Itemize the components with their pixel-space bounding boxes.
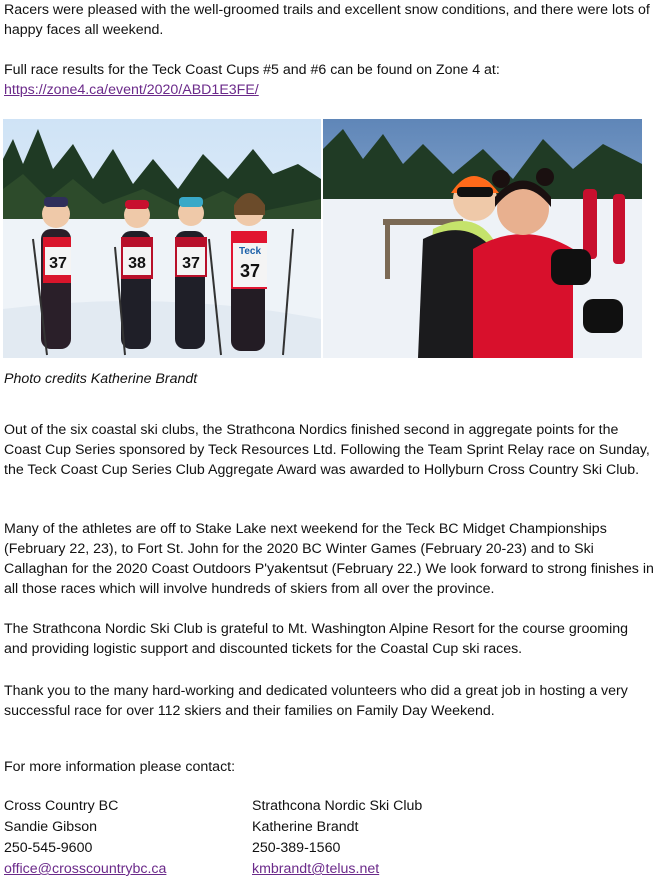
grateful-paragraph: The Strathcona Nordic Ski Club is grateful to Mt. Washington Alpine Resort for the course grooming and providing logistic support and discounted tickets for the Coastal Cup ski races. [4,621,629,657]
skier-4-bib: 37 [239,261,261,281]
photo-caption: Photo credits Katherine Brandt [4,371,198,387]
clubs-paragraph: Out of the six coastal ski clubs, the Strathcona Nordics finished second in aggregate points for the Coast Cup Series sponsored by Teck Resources Ltd. Following the Team Sprint Relay race on Sunday, the Teck Coast Cup Series Club Aggregate Award was awarded to Hollyburn Cross Country Ski Club. [4,422,650,478]
contact-email-link[interactable]: kmbrandt@telus.net [252,861,380,877]
thanks-paragraph: Thank you to the many hard-working and dedicated volunteers who did a great job in hosting a very successful race for over 112 skiers and their families on Family Day Weekend. [4,683,628,719]
results-paragraph [4,60,654,100]
skier-4-bib-brand: Teck [238,246,262,257]
contact-org: Cross Country BC [4,798,119,814]
young-skiers-image [3,119,321,358]
skier-1-bib: 37 [49,255,67,272]
results-link[interactable]: https://zone4.ca/event/2020/ABD1E3FE/ [4,82,259,98]
hugging-skiers-image [323,119,642,358]
contact-name: Sandie Gibson [4,819,98,835]
skier-3-bib: 37 [182,255,200,272]
skier-2-bib: 38 [128,255,146,272]
contact-phone: 250-389-1560 [252,840,341,856]
photo-hugging-skiers [323,119,642,358]
skier-1 [41,197,71,349]
athletes-paragraph: Many of the athletes are off to Stake Lake next weekend for the Teck BC Midget Championships (February 22, 23), to Fort St. John for the 2020 BC Winter Games (February 20-23) and to Ski Callaghan for the 2020 Coast Outdoors P'yakentsut (February 22.) We look forward to strong finishes in all those races which will involve hundreds of skiers from all over the province. [4,521,654,597]
contact-org: Strathcona Nordic Ski Club [252,798,423,814]
photo-young-skiers [3,119,321,358]
results-text: Full race results for the Teck Coast Cups #5 and #6 can be found on Zone 4 at: [4,62,500,78]
photo-row [3,119,642,358]
contact-phone: 250-545-9600 [4,840,93,856]
contact-intro: For more information please contact: [4,759,236,775]
intro-paragraph: Racers were pleased with the well-groomed trails and excellent snow conditions, and there were lots of happy faces all weekend. [4,2,650,38]
skier-4 [231,193,267,351]
contact-cross-country-bc [4,796,166,880]
contact-name: Katherine Brandt [252,819,359,835]
contact-email-link[interactable]: office@crosscountrybc.ca [4,861,167,877]
contact-strathcona [252,796,422,880]
